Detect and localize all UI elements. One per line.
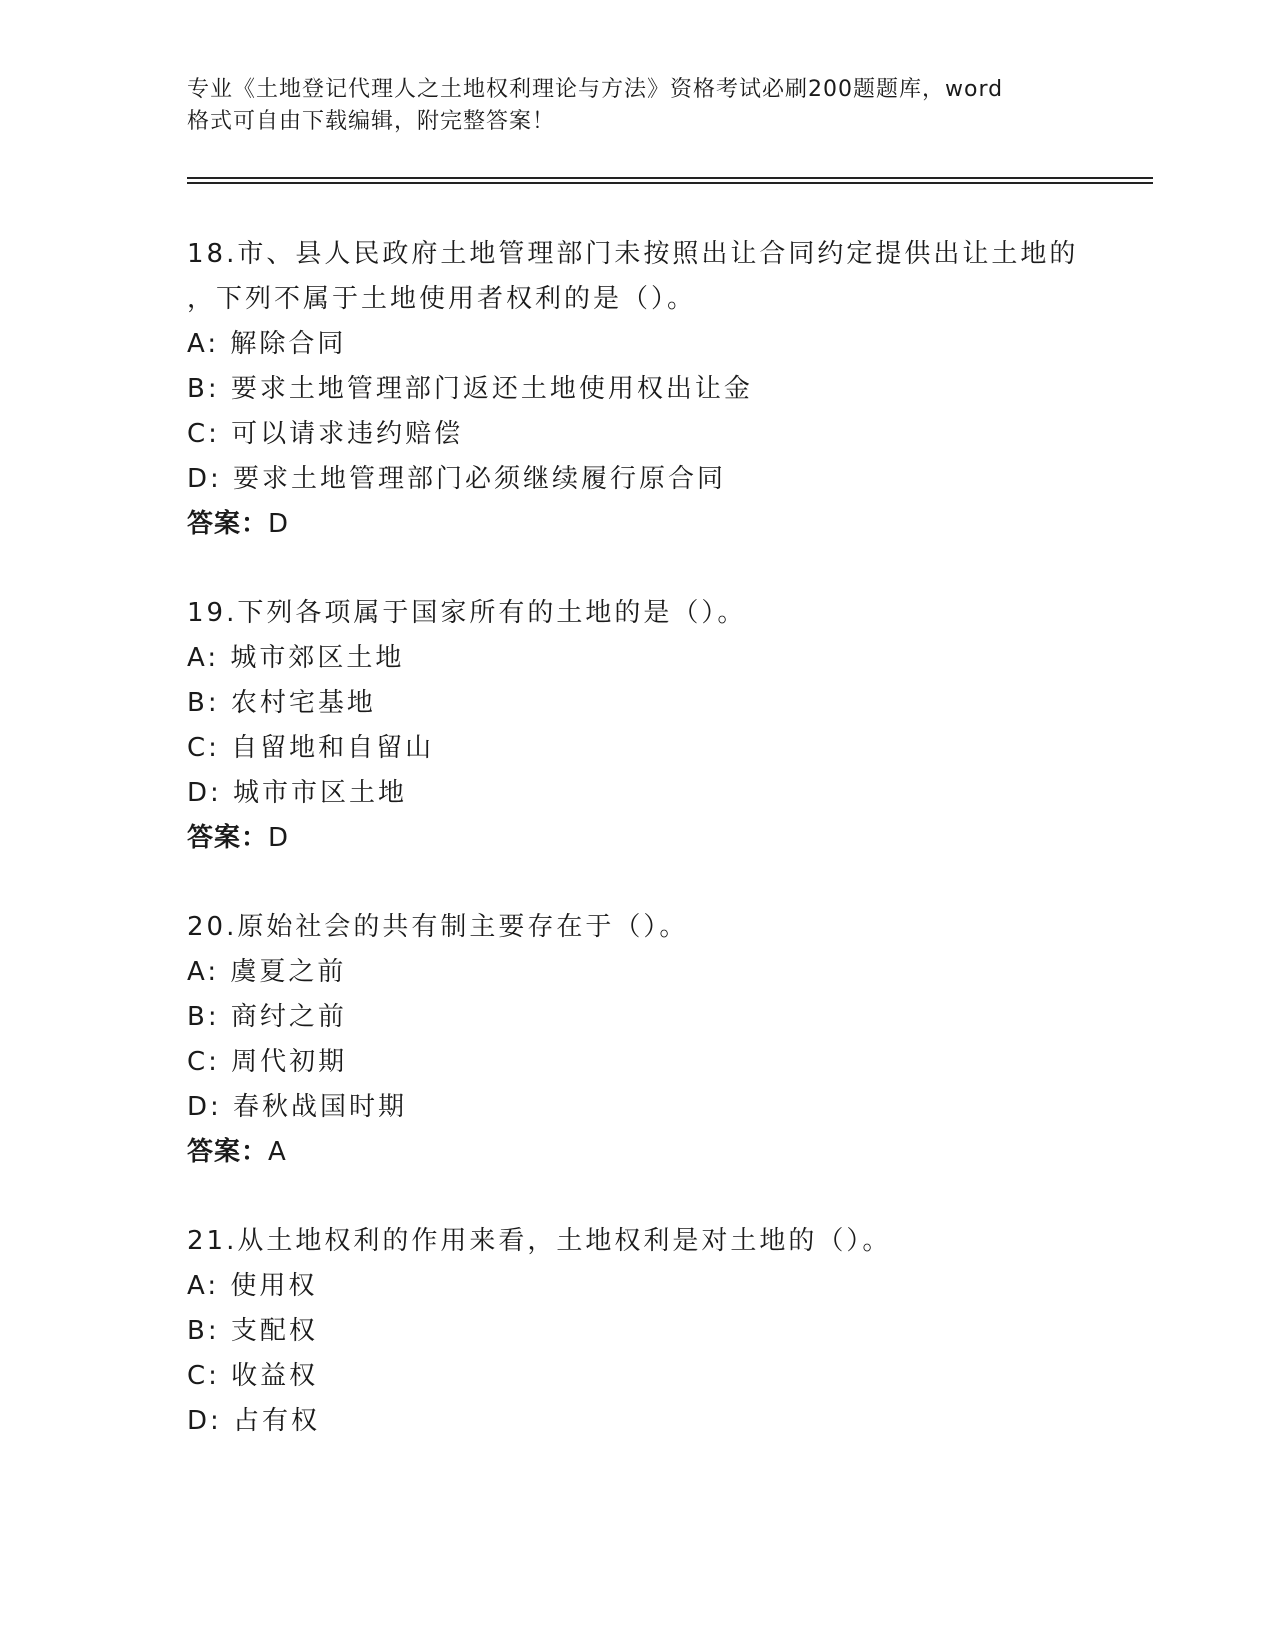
option-c: C: 可以请求违约赔偿 bbox=[187, 419, 464, 449]
header-divider bbox=[187, 177, 1153, 184]
question-21 bbox=[187, 1219, 1117, 1444]
question-stem-line: ，下列不属于土地使用者权利的是（）。 bbox=[187, 284, 697, 314]
option-b: B: 要求土地管理部门返还土地使用权出让金 bbox=[187, 374, 753, 404]
answer-value: A bbox=[268, 1137, 287, 1167]
option-a: A: 城市郊区土地 bbox=[187, 643, 405, 673]
header-line-1: 专业《土地登记代理人之土地权利理论与方法》资格考试必刷200题题库，word bbox=[187, 77, 1004, 102]
answer-label: 答案： bbox=[187, 823, 269, 853]
option-d: D: 春秋战国时期 bbox=[187, 1092, 408, 1122]
divider-line-top bbox=[187, 177, 1153, 179]
option-b: B: 支配权 bbox=[187, 1316, 318, 1346]
option-a: A: 使用权 bbox=[187, 1271, 318, 1301]
question-20 bbox=[187, 905, 1117, 1175]
question-list bbox=[187, 232, 1117, 1488]
question-19 bbox=[187, 591, 1117, 861]
option-c: C: 收益权 bbox=[187, 1361, 319, 1391]
divider-line-bottom bbox=[187, 182, 1153, 184]
answer-line bbox=[187, 816, 1117, 861]
answer-value: D bbox=[268, 823, 290, 853]
option-d: D: 城市市区土地 bbox=[187, 778, 408, 808]
option-d: D: 占有权 bbox=[187, 1406, 321, 1436]
answer-label: 答案： bbox=[187, 1137, 269, 1167]
answer-value: D bbox=[268, 509, 290, 539]
question-stem bbox=[187, 1219, 1117, 1264]
option-a: A: 解除合同 bbox=[187, 329, 347, 359]
option-b: B: 农村宅基地 bbox=[187, 688, 376, 718]
question-18 bbox=[187, 232, 1117, 547]
document-header bbox=[187, 74, 1087, 138]
option-c: C: 自留地和自留山 bbox=[187, 733, 435, 763]
question-stem bbox=[187, 232, 1117, 322]
question-stem-line: 19.下列各项属于国家所有的土地的是（）。 bbox=[187, 598, 747, 628]
question-stem-line: 21.从土地权利的作用来看，土地权利是对土地的（）。 bbox=[187, 1226, 892, 1256]
question-stem-line: 18.市、县人民政府土地管理部门未按照出让合同约定提供出让土地的 bbox=[187, 239, 1079, 269]
header-line-2: 格式可自由下载编辑，附完整答案！ bbox=[187, 109, 556, 134]
question-stem-line: 20.原始社会的共有制主要存在于（）。 bbox=[187, 912, 689, 942]
option-b: B: 商纣之前 bbox=[187, 1002, 347, 1032]
question-stem bbox=[187, 905, 1117, 950]
question-stem bbox=[187, 591, 1117, 636]
option-a: A: 虞夏之前 bbox=[187, 957, 347, 987]
answer-label: 答案： bbox=[187, 509, 269, 539]
answer-line bbox=[187, 1130, 1117, 1175]
option-d: D: 要求土地管理部门必须继续履行原合同 bbox=[187, 464, 727, 494]
answer-line bbox=[187, 502, 1117, 547]
option-c: C: 周代初期 bbox=[187, 1047, 348, 1077]
